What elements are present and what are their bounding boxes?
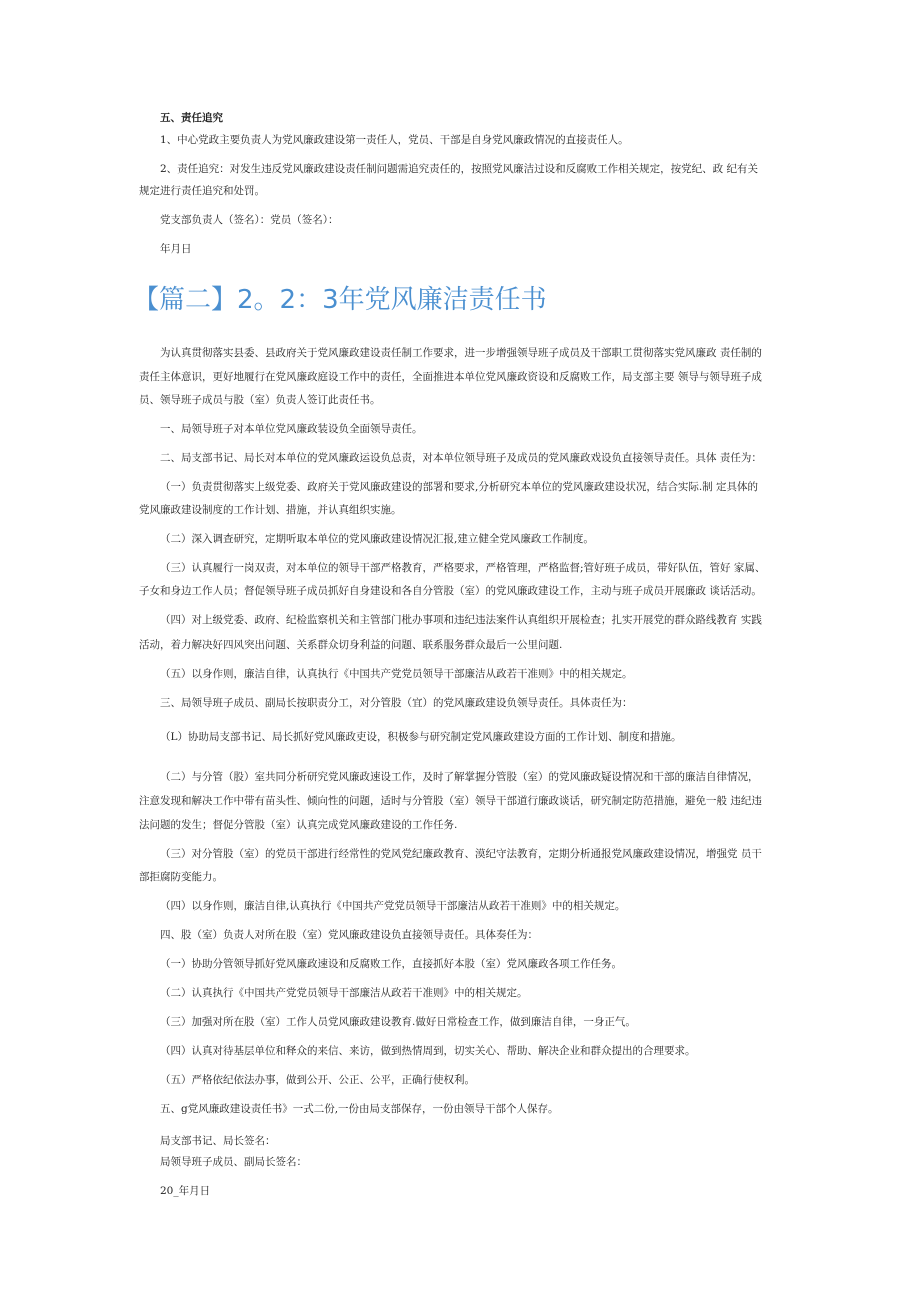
paragraph-line: （一）协助分管领导抓好党风廉政速设和反腐败工作，直接抓好本股（室）党风廉政各项工作任务。: [160, 958, 622, 970]
date-line: 20_年月日: [160, 1185, 211, 1197]
section-heading: 五、责任追究: [160, 112, 223, 124]
paragraph-line: 为认真贯彻落实县委、县政府关于党风廉政建设责任制工作要求，进一步增强领导班子成员及干部职工贯彻落实党风廉政 责任制的: [160, 347, 762, 359]
paragraph-line: 一、局领导班子对本单位党风廉政装设负全面领导责任。: [160, 423, 423, 435]
paragraph-line: 三、局领导班子成员、副局长按职责分工，对分管股（宜）的党风廉政建设负领导责任。具体责任为：: [160, 697, 633, 709]
paragraph-line: 五、g党风廉政建设责任书》一式二份,一份由局支部保存，一份由领导干部个人保存。: [160, 1103, 559, 1115]
paragraph-line: 二、局支部书记、局长对本单位的党风廉政运设负总责，对本单位领导班子及成员的党风廉政戏设负直接领导责任。具体 责任为：: [160, 452, 762, 464]
paragraph-line: （三）对分管股（室）的党员干部进行经常性的党风党纪廉政教育、漠纪守法教育，定期分析通报党风廉政建设情况，增强党 员干: [160, 848, 762, 860]
signature-line: 局领导班子成员、副局长签名：: [160, 1156, 307, 1168]
paragraph-line: （五）严格依纪依法办事，做到公开、公正、公平，正确行使权利。: [160, 1074, 475, 1086]
article-title: 【篇二】2。2：3年党风廉洁责任书: [133, 285, 547, 315]
paragraph-line: 子女和身边工作人员；督促领导班子成员抓好自身建设和各自分管股（室）的党风廉政建设工作，主动与班子成员开展廉政 谈话活动。: [139, 585, 762, 597]
paragraph-line: 2、责任追究：对发生违反党风廉政建设责任制问题需追究责任的，按照党风廉洁过设和反腐败工作相关规定，按党纪、政 纪有关: [160, 163, 759, 175]
paragraph-line: 党风廉政建设制度的工作计划、措施，并认真组织实施。: [139, 504, 402, 516]
paragraph-line: （一）负责贯彻落实上级党委、政府关于党风廉政建设的部署和要求,分析研究本单位的党风廉政建设状况，结合实际.制 定具体的: [160, 481, 759, 493]
signature-line: 党支部负责人（签名）：党员（签名）：: [160, 214, 339, 226]
paragraph-line: （二）与分管（股）室共同分析研究党风廉政速设工作，及时了解掌握分管股（室）的党风廉政疑设情况和干部的廉洁自律情况，: [160, 771, 759, 783]
paragraph-line: （四）以身作则，廉洁自律,认真执行《中国共产党党员领导干部廉洁从政若干准则》中的相关规定。: [160, 900, 626, 912]
paragraph-line: （二）认真执行《中国共产党党员领导干部廉洁从政若干准则》中的相关规定。: [160, 987, 528, 999]
paragraph-line: 责任主体意识，更好地履行在党风廉政庭设工作中的责任，全面推进本单位党风廉政资设和反腐败工作，局支部主要 领导与领导班子成: [139, 371, 762, 383]
date-line: 年月日: [160, 243, 192, 255]
paragraph-line: 部拒腐防变能力。: [139, 871, 223, 883]
paragraph-line: 1、中心党政主要负责人为党风廉政建设第一责任人，党员、干部是自身党风廉政情况的直接责任人。: [160, 134, 629, 146]
paragraph-line: （L）协助局支部书记、局长抓好党风廉政吏设，积极参与研究制定党风廉政建设方面的工作计划、制度和措施。: [160, 731, 682, 743]
paragraph-line: （五）以身作则，廉洁自律，认真执行《中国共产党党员领导干部廉洁从政若干准则》中的相关规定。: [160, 668, 633, 680]
paragraph-line: 法问题的发生；督促分管股（室）认真完成党风廉政建设的工作任务.: [139, 819, 458, 831]
paragraph-line: （四）认真对待基层单位和释众的来信、来访，做到热情周到，切实关心、帮助、解决企业和群众提出的合理要求。: [160, 1045, 696, 1057]
signature-line: 局支部书记、局长签名：: [160, 1135, 276, 1147]
paragraph-line: 员、领导班子成员与股（室）负责人签订此责任书。: [139, 394, 381, 406]
paragraph-line: 注意发现和解决工作中带有苗头性、倾向性的问题，适时与分管股（室）领导干部道行廉政谈话，研究制定防范措施，避免一般 违纪违: [139, 795, 762, 807]
paragraph-line: （二）深入调查研究，定期听取本单位的党风廉政建设情况汇报,建立健全党风廉政工作制度。: [160, 533, 594, 545]
paragraph-line: 活动，着力解决好四风突出问题、关系群众切身利益的问题、联系服务群众最后一公里问题.: [139, 639, 563, 651]
paragraph-line: （四）对上级党委、政府、纪检监察机关和主管部门枇办事项和违纪违法案件认真组织开展检查；扎实开展党的群众路线教育 实践: [160, 614, 762, 626]
paragraph-line: 规定进行责任追究和处罚。: [139, 185, 265, 197]
paragraph-line: （三）认真履行一岗双责，对本单位的领导干部严格教育，严格要求，严格管理，严格监督;管好班子成员，带好队伍，管好 家属、: [160, 562, 766, 574]
paragraph-line: 四、股（室）负责人对所在股（室）党风廉政建设负直接领导责任。具体奏任为：: [160, 929, 538, 941]
paragraph-line: （三）加强对所在股（室）工作人员党风廉政建设教育.做好日常检查工作，做到廉洁自律，一身正气。: [160, 1016, 636, 1028]
